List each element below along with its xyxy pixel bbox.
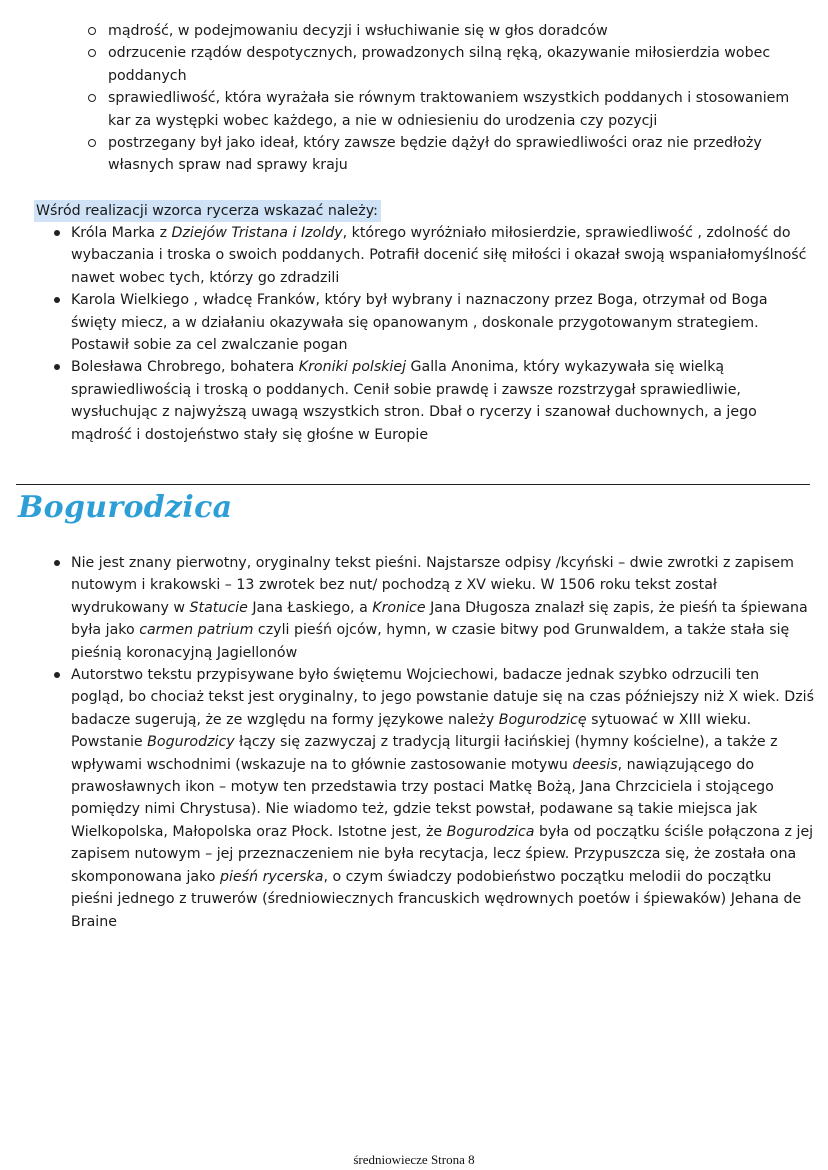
list-item <box>86 20 812 42</box>
list-item-text: sprawiedliwość, która wyrażała sie równym traktowaniem wszystkich poddanych i stosowaniem kar za występki wobec każdego, a nie w odniesieniu do urodzenia czy pozycji <box>108 90 790 129</box>
text-run: Galla Anonima, który wykazywała się wielką sprawiedliwością i troską o poddanych. Cenił sobie prawdę i zawsze rozstrzygał sprawiedliwie, wysłuchując z najwyższą uwagą wszystkich stron. Dbał o rycerzy i szanował duchownych, a jego mądrość i dostojeństwo stały się głośne w Europie <box>71 359 757 443</box>
list-item <box>86 132 812 177</box>
italic-term: pieśń rycerska <box>220 868 324 885</box>
list-item <box>86 42 812 87</box>
list-item <box>48 356 814 446</box>
italic-term: Kronice <box>372 599 426 616</box>
list-item <box>48 222 814 289</box>
page-footer: średniowiecze Strona 8 <box>353 1152 475 1167</box>
bullet-icon <box>54 672 60 678</box>
circle-bullet-icon <box>88 139 96 147</box>
section-divider <box>16 484 810 485</box>
list-item <box>48 664 814 933</box>
italic-term: deesis <box>572 756 618 773</box>
circle-bullet-icon <box>88 49 96 57</box>
ruler-virtues-list <box>86 20 812 177</box>
text-run: Nie jest znany pierwotny, oryginalny tekst pieśni. Najstarsze odpisy /kcyński – dwie zwrotki z zapisem nutowym i krakowski – 13 zwrotek bez nut/ pochodzą z XV wieku. W 1506 roku tekst został wydrukowany w <box>71 555 794 616</box>
list-item <box>86 87 812 132</box>
italic-term: Bogurodzica <box>446 823 535 840</box>
bullet-icon <box>54 560 60 566</box>
knights-heading[interactable]: Wśród realizacji wzorca rycerza wskazać należy: <box>34 200 381 222</box>
bullet-icon <box>54 364 60 370</box>
circle-bullet-icon <box>88 27 96 35</box>
italic-title: Dziejów Tristana i Izoldy <box>171 225 343 241</box>
text-run: Bolesława Chrobrego, bohatera <box>71 359 299 376</box>
italic-term: carmen patrium <box>139 622 254 639</box>
text-run: Jana Łaskiego, a <box>247 599 373 616</box>
bogurodzica-list <box>48 552 814 933</box>
italic-term: Bogurodzicy <box>147 734 235 751</box>
text-run: sytuować w XIII wieku. Powstanie <box>71 711 752 751</box>
list-item-text: mądrość, w podejmowaniu decyzji i wsłuchiwanie się w głos doradców <box>108 23 608 39</box>
text-run: , którego wyróżniało miłosierdzie, sprawiedliwość , zdolność do wybaczania i troska o swoich poddanych. Potrafił docenić siłę miłości i okazał swoją wspaniałomyślność nawet wobec tych, którzy go zdradzili <box>71 225 807 286</box>
italic-term: Statucie <box>189 599 248 616</box>
list-item <box>48 552 814 664</box>
circle-bullet-icon <box>88 94 96 102</box>
list-item-text: postrzegany był jako ideał, który zawsze będzie dążył do sprawiedliwości oraz nie przedłoży własnych spraw nad sprawy kraju <box>108 135 762 174</box>
bullet-icon <box>54 297 60 303</box>
text-run: łączy się zazwyczaj z tradycją liturgii łacińskiej (hymny kościelne), a także z wpływami wschodnimi (wskazuje na to głównie zastosowanie motywu <box>71 734 778 773</box>
bullet-icon <box>54 230 60 236</box>
text-run: była od początku ściśle połączona z jej zapisem nutowym – jej przeznaczeniem nie była recytacja, lecz śpiew. Przypuszcza się, że została ona skomponowana jako <box>71 823 814 885</box>
list-item-text: odrzucenie rządów despotycznych, prowadzonych silną ręką, okazywanie miłosierdzia wobec poddanych <box>108 45 771 84</box>
list-item <box>48 289 814 356</box>
italic-title: Kroniki polskiej <box>298 359 407 376</box>
text-run: Autorstwo tekstu przypisywane było świętemu Wojciechowi, badacze jednak szybko odrzucili ten pogląd, bo chociaż tekst jest oryginalny, to jego powstanie datuje się na czas późniejszy niż X wiek. Dziś badacze sugerują, że ze względu na formy językowe należy <box>71 667 815 728</box>
text-run: Jana Długosza znalazł się zapis, że pieśń ta śpiewana była jako <box>71 599 808 639</box>
text-run: , o czym świadczy podobieństwo początku melodii do początku pieśni jednego z truwerów (średniowiecznych francuskich wędrownych poetów i śpiewaków) Jehana de Braine <box>71 868 802 930</box>
text-run: Karola Wielkiego , władcę Franków, który był wybrany i naznaczony przez Boga, otrzymał od Boga święty miecz, a w działaniu okazywała się opanowanym , doskonale przygotowanym strategiem. Postawił sobie za cel zwalczanie pogan <box>71 292 768 354</box>
section-title: Bogurodzica <box>18 490 233 525</box>
text-run: Króla Marka z <box>71 225 172 241</box>
text-run: czyli pieśń ojców, hymn, w czasie bitwy pod Grunwaldem, a także stała się pieśnią koronacyjną Jagiellonów <box>71 622 790 661</box>
italic-term: Bogurodzicę <box>498 711 587 728</box>
knights-list <box>48 222 814 446</box>
text-run: , nawiązującego do prawosławnych ikon – motyw ten przedstawia trzy postaci Matkę Bożą, Jana Chrzciciela i stojącego pomiędzy nimi Chrystusa). Nie wiadomo też, gdzie tekst powstał, podawane są takie miejsca jak Wielkopolska, Małopolska oraz Płock. Istotne jest, że <box>71 756 774 840</box>
